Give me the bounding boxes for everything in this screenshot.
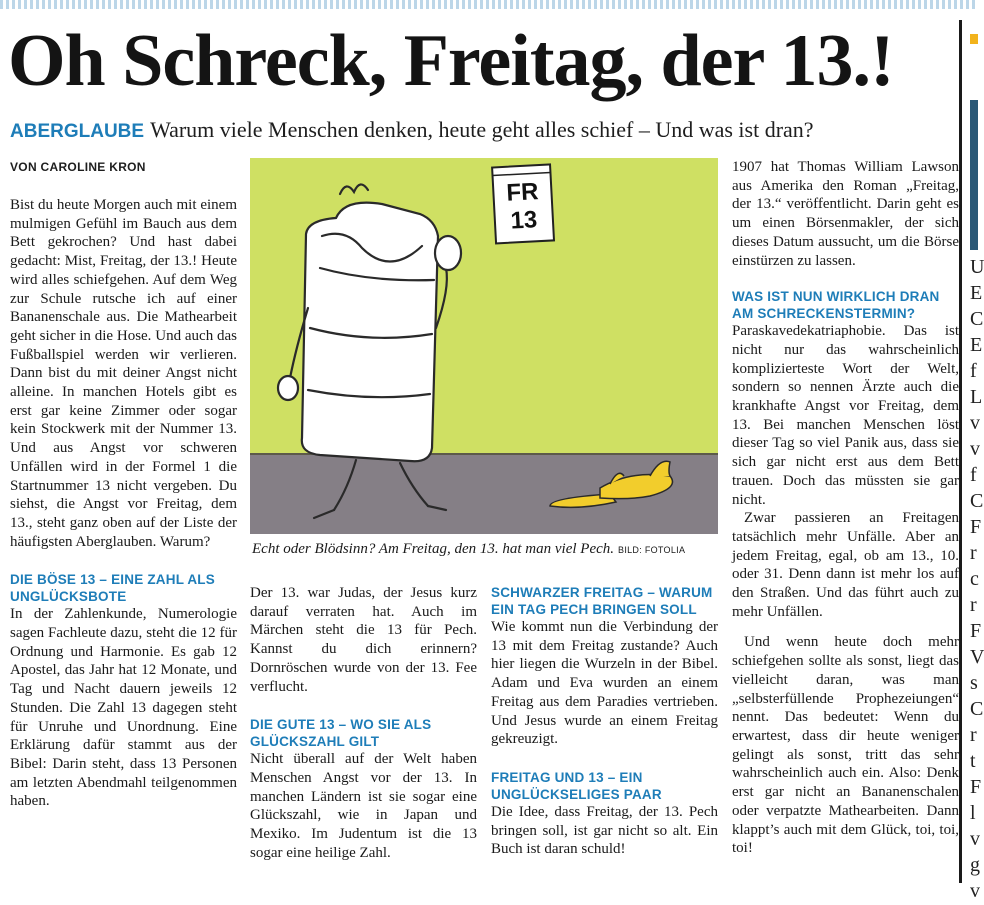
adjacent-article-glyph: r bbox=[970, 542, 977, 564]
subheadline bbox=[10, 116, 814, 146]
adjacent-article-glyph: v bbox=[970, 412, 980, 434]
paragraph: Der 13. war Judas, der Jesus kurz darauf verraten hat. Auch im Märchen steht die 13 für Pech. Kannst du dich erinnern? Dornröschen wurde von der 13. Fee verflucht. bbox=[250, 585, 477, 695]
image-caption bbox=[252, 540, 718, 559]
image-credit: BILD: FOTOLIA bbox=[618, 545, 686, 555]
adjacent-article-glyph: c bbox=[970, 568, 979, 590]
adjacent-article-glyph: v bbox=[970, 828, 980, 850]
adjacent-article-glyph: r bbox=[970, 594, 977, 616]
paragraph: In der Zahlenkunde, Numerologie sagen Fachleute dazu, steht die 12 für Ordnung und Harmonie. Es gab 12 Apostel, das Jahr hat 12 Monate, und Tag und Nacht dauern jeweils 12 Stunden. Die Zahl 13 dagegen steht für Unruhe und Unordnung. Eine Erklärung dafür stammt aus der Bibel: Darin steht, dass 13 Personen am letzten Abendmahl teilgenommen haben. bbox=[10, 606, 237, 810]
adjacent-article-strip bbox=[964, 0, 984, 902]
column-divider-line bbox=[959, 20, 962, 883]
calendar-date-label: 13 bbox=[509, 206, 538, 235]
subheadline-text: Warum viele Menschen denken, heute geht alles schief – Und was ist dran? bbox=[150, 117, 814, 142]
paragraph: Nicht überall auf der Welt haben Menschen Angst vor der 13. In manchen Ländern ist sie sogar eine Glückszahl, wie in Japan und Mexiko. Im Judentum ist die 13 sogar eine heilige Zahl. bbox=[250, 751, 477, 861]
caption-text: Echt oder Blödsinn? Am Freitag, den 13. hat man viel Pech. bbox=[252, 541, 615, 557]
article-illustration bbox=[250, 158, 718, 534]
paragraph: Wie kommt nun die Verbindung der 13 mit dem Freitag zustande? Auch hier liegen die Wurzeln in der Bibel. Adam und Eva wurden an einem Freitag aus dem Paradies vertrieben. Und Jesus wurde an einem Freitag gekreuzigt. bbox=[491, 619, 718, 748]
paragraph: Die Idee, dass Freitag, der 13. Pech bringen soll, ist gar nicht so alt. Ein Buch ist daran schuld! bbox=[491, 803, 718, 858]
text-column-1 bbox=[10, 196, 237, 811]
adjacent-article-glyph: C bbox=[970, 308, 984, 330]
paragraph: 1907 hat Thomas William Lawson aus Amerika den Roman „Freitag, der 13.“ veröffentlicht. Darin geht es um einen Börsenmakler, der sich dieses Datum aussucht, um die Börse einstürzen zu lassen. bbox=[732, 159, 959, 269]
text-column-3 bbox=[491, 584, 718, 859]
section-heading: DIE GUTE 13 – WO SIE ALS GLÜCKSZAHL GILT bbox=[250, 717, 432, 750]
adjacent-article-text bbox=[970, 255, 984, 905]
section-heading: WAS IST NUN WIRKLICH DRAN AM SCHRECKENSTERMIN? bbox=[732, 289, 940, 322]
text-column-2 bbox=[250, 584, 477, 862]
adjacent-article-tag bbox=[970, 34, 978, 44]
adjacent-article-glyph: L bbox=[970, 386, 983, 408]
section-heading: DIE BÖSE 13 – EINE ZAHL ALS UNGLÜCKSBOTE bbox=[10, 572, 215, 605]
adjacent-article-glyph: E bbox=[970, 334, 983, 356]
kicker-label: ABERGLAUBE bbox=[10, 121, 145, 142]
adjacent-article-photo bbox=[970, 100, 978, 250]
adjacent-article-glyph: F bbox=[970, 516, 982, 538]
adjacent-article-glyph: V bbox=[970, 646, 984, 668]
adjacent-article-glyph: f bbox=[970, 360, 977, 382]
headline: Oh Schreck, Freitag, der 13.! bbox=[8, 20, 894, 102]
section-heading: FREITAG UND 13 – EIN UNGLÜCKSELIGES PAAR bbox=[491, 769, 662, 802]
adjacent-article-glyph: U bbox=[970, 256, 984, 278]
adjacent-article-glyph: C bbox=[970, 698, 984, 720]
section-heading: SCHWARZER FREITAG – WARUM EIN TAG PECH BRINGEN SOLL bbox=[491, 585, 713, 617]
adjacent-article-glyph: E bbox=[970, 282, 983, 304]
text-column-4 bbox=[732, 158, 959, 858]
calendar-icon bbox=[492, 164, 554, 243]
adjacent-article-glyph: F bbox=[970, 776, 982, 798]
paragraph: Bist du heute Morgen auch mit einem mulmigen Gefühl im Bauch aus dem Bett gekrochen? Und hast dabei gedacht: Mist, Freitag, der 13.! Heute wird alles schiefgehen. Auf dem Weg zur Schule rutsche ich auf einer Bananenschale aus. Die Mathearbeit geht sicher in die Hose. Und auch das Fußballspiel werden wir verlieren. Dann bist du mit deiner Angst nicht alleine. In manchen Hotels gibt es erst gar keine Zimmer oder sogar kein Stockwerk mit der Nummer 13. Und aus Angst vor schweren Unfällen wird in der Formel 1 die Startnummer 13 nicht vergeben. Du siehst, die Angst vor Freitag, dem 13., steht ganz oben auf der Liste der häufigsten Aberglauben. Warum? bbox=[10, 197, 237, 550]
byline: VON CAROLINE KRON bbox=[10, 160, 146, 174]
adjacent-article-glyph: v bbox=[970, 880, 980, 902]
adjacent-article-glyph: s bbox=[970, 672, 978, 694]
paragraph: Zwar passieren an Freitagen tatsächlich mehr Unfälle. Aber an jedem Freitag, egal, ob am 13., 10. oder 31. Denn dann ist mehr los auf den Straßen. Und das führt auch zu mehr Unfällen. bbox=[732, 510, 959, 620]
adjacent-article-glyph: f bbox=[970, 464, 977, 486]
paragraph: Paraskavedekatriaphobie. Das ist nicht nur das wahrscheinlich komplizierteste Wort der Welt, sondern so nennen Ärzte auch die krankhafte Angst vor Freitag, dem 13. Bei manchen Menschen löst dieser Tag so viel Panik aus, dass sie sich gar nicht erst aus dem Bett trauen. Doch das müssten sie gar nicht. bbox=[732, 323, 959, 508]
top-dotted-rule bbox=[0, 0, 977, 9]
adjacent-article-glyph: r bbox=[970, 724, 977, 746]
adjacent-article-glyph: v bbox=[970, 438, 980, 460]
adjacent-article-glyph: l bbox=[970, 802, 976, 824]
adjacent-article-glyph: C bbox=[970, 490, 984, 512]
adjacent-article-glyph: t bbox=[970, 750, 976, 772]
adjacent-article-glyph: g bbox=[970, 854, 980, 876]
paragraph: Und wenn heute doch mehr schiefgehen sollte als sonst, liegt das vielleicht daran, was man „selbsterfüllende Prophezeiungen“ nennt. Das bedeutet: Wenn du erwartest, dass dir heute weniger gelingt als sonst, tritt das sehr wahrscheinlich auch ein. Also: Denk erst gar nicht an Bananenschalen oder verpatzte Mathearbeiten. Dann klappt’s auch mit dem Glück, toi, toi, toi! bbox=[732, 634, 959, 857]
adjacent-article-glyph: F bbox=[970, 620, 982, 642]
calendar-day-label: FR bbox=[505, 178, 540, 207]
